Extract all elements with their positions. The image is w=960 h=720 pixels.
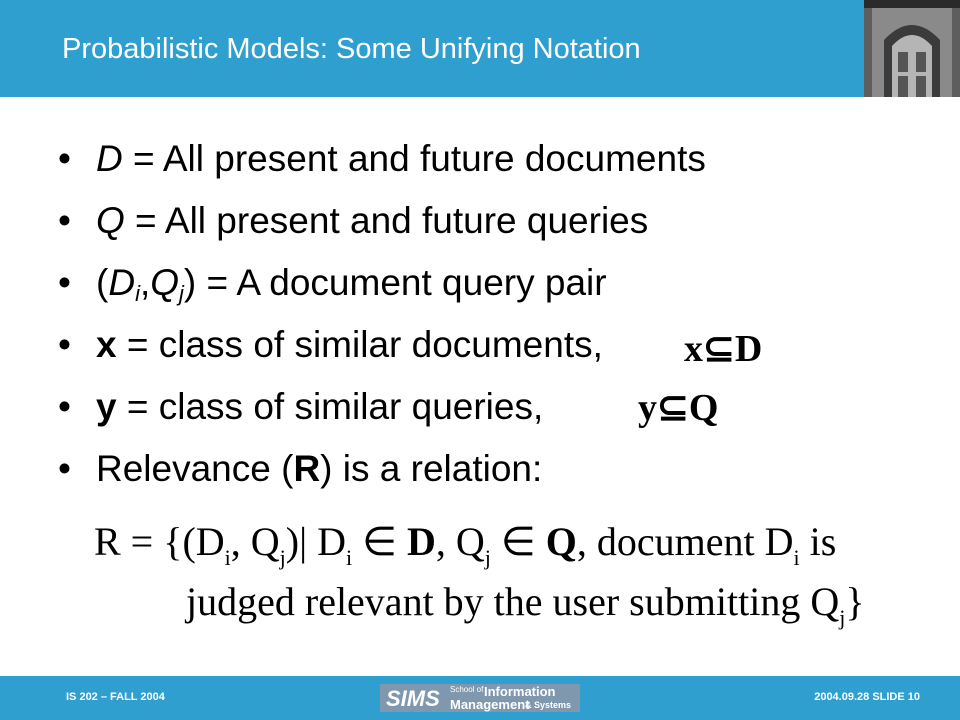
bullet-relevance: • Relevance (R) is a relation:	[58, 448, 543, 489]
relation-formula-line2: judged relevant by the user submitting $Q_j$}	[186, 579, 865, 630]
bullet-text: = A document query pair	[196, 262, 607, 303]
bullet-text: = class of similar documents,	[116, 324, 603, 365]
var-q: Q	[96, 200, 125, 241]
footer-bar	[0, 676, 960, 720]
relation-formula-line1: $R = \{(D_i$, $Q_j)|$ $D_i$ ∈ D, $Q_j$ ∈ Q, document $D_i$ is	[94, 519, 837, 570]
bullet-text: = All present and future documents	[122, 138, 706, 179]
sims-logo: SIMS School of Information Management & Systems	[380, 684, 580, 712]
bullet-queries: • Q = All present and future queries	[58, 200, 649, 241]
bullet-x-class: • x = class of similar documents,	[58, 324, 603, 365]
building-photo-icon	[864, 0, 960, 97]
var-y: y	[96, 386, 117, 427]
course-label: IS 202 – FALL 2004	[66, 691, 165, 703]
bullet-text: = class of similar queries,	[116, 386, 544, 427]
bullet-pair: • $(D_i,Q_j) = A$ document query pair	[58, 262, 607, 306]
var-r: R	[293, 448, 321, 489]
slide-number: 2004.09.28 SLIDE 10	[814, 691, 920, 703]
var-x: x	[96, 324, 117, 365]
bullet-text: = All present and future queries	[124, 200, 649, 241]
var-d: D	[96, 138, 123, 179]
slide-title: Probabilistic Models: Some Unifying Notation	[62, 33, 641, 65]
var-d: D	[108, 262, 136, 303]
title-bar	[0, 0, 960, 97]
var-q: Q	[150, 262, 180, 303]
bullet-y-class: • y = class of similar queries,	[58, 386, 544, 427]
bullet-documents: • D = All present and future documents	[58, 138, 706, 179]
y-subset-formula: y⊆Q	[638, 387, 719, 429]
x-subset-formula: x⊆D	[684, 328, 763, 370]
bullet-list	[58, 138, 938, 510]
